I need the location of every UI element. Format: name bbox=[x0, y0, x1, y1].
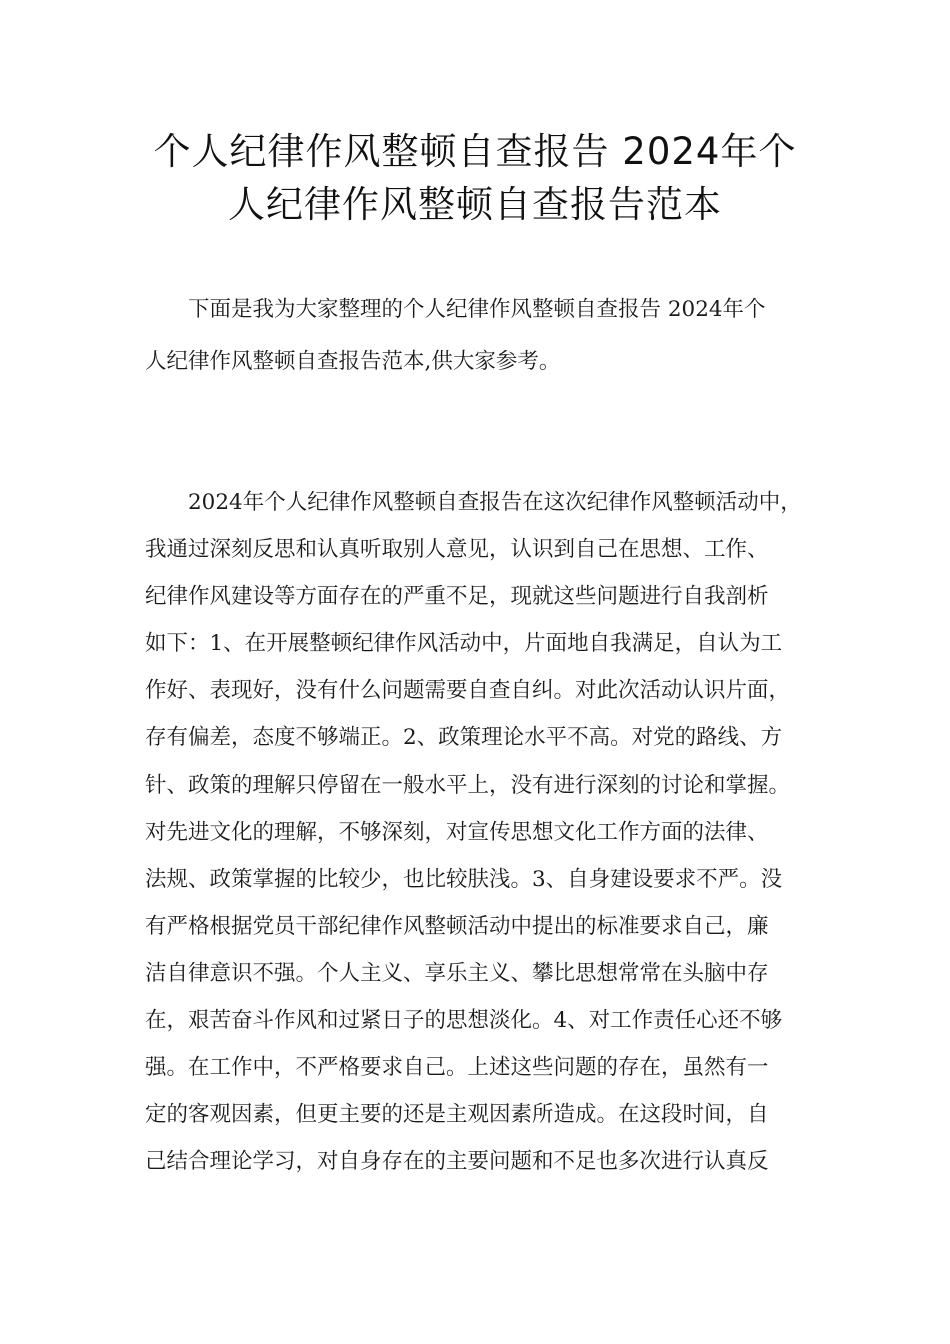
body-line: 2024年个人纪律作风整顿自查报告在这次纪律作风整顿活动中， bbox=[188, 490, 802, 515]
body-line: 有严格根据党员干部纪律作风整顿活动中提出的标准要求自己，廉 bbox=[145, 913, 769, 939]
body-line: 定的客观因素，但更主要的还是主观因素所造成。在这段时间，自 bbox=[145, 1102, 769, 1128]
body-line: 洁自律意识不强。个人主义、享乐主义、攀比思想常常在头脑中存 bbox=[145, 960, 769, 986]
body-line: 法规、政策掌握的比较少，也比较肤浅。3、自身建设要求不严。没 bbox=[145, 866, 783, 892]
title-line: 个人纪律作风整顿自查报告 2024年个 bbox=[153, 130, 797, 173]
body-line: 我通过深刻反思和认真听取别人意见，认识到自己在思想、工作、 bbox=[145, 537, 769, 563]
body-line: 针、政策的理解只停留在一般水平上，没有进行深刻的讨论和掌握。 bbox=[145, 772, 791, 798]
body-line: 纪律作风建设等方面存在的严重不足，现就这些问题进行自我剖析 bbox=[145, 584, 769, 610]
document-title bbox=[100, 125, 850, 231]
intro-line: 下面是我为大家整理的个人纪律作风整顿自查报告 2024年个 bbox=[188, 297, 766, 322]
body-line: 在，艰苦奋斗作风和过紧日子的思想淡化。4、对工作责任心还不够 bbox=[145, 1008, 783, 1034]
title-line: 人纪律作风整顿自查报告范本 bbox=[228, 183, 722, 226]
intro-line: 人纪律作风整顿自查报告范本,供大家参考。 bbox=[145, 348, 561, 374]
body-line: 存有偏差，态度不够端正。2、政策理论水平不高。对党的路线、方 bbox=[145, 725, 783, 751]
body-line: 如下：1、在开展整顿纪律作风活动中，片面地自我满足，自认为工 bbox=[145, 631, 783, 657]
body-line: 对先进文化的理解，不够深刻，对宣传思想文化工作方面的法律、 bbox=[145, 819, 769, 845]
body-paragraph bbox=[145, 479, 825, 1185]
intro-paragraph bbox=[145, 284, 825, 387]
body-line: 强。在工作中，不严格要求自己。上述这些问题的存在，虽然有一 bbox=[145, 1055, 769, 1081]
body-line: 作好、表现好，没有什么问题需要自查自纠。对此次活动认识片面， bbox=[145, 678, 791, 704]
body-line: 己结合理论学习，对自身存在的主要问题和不足也多次进行认真反 bbox=[145, 1149, 769, 1175]
